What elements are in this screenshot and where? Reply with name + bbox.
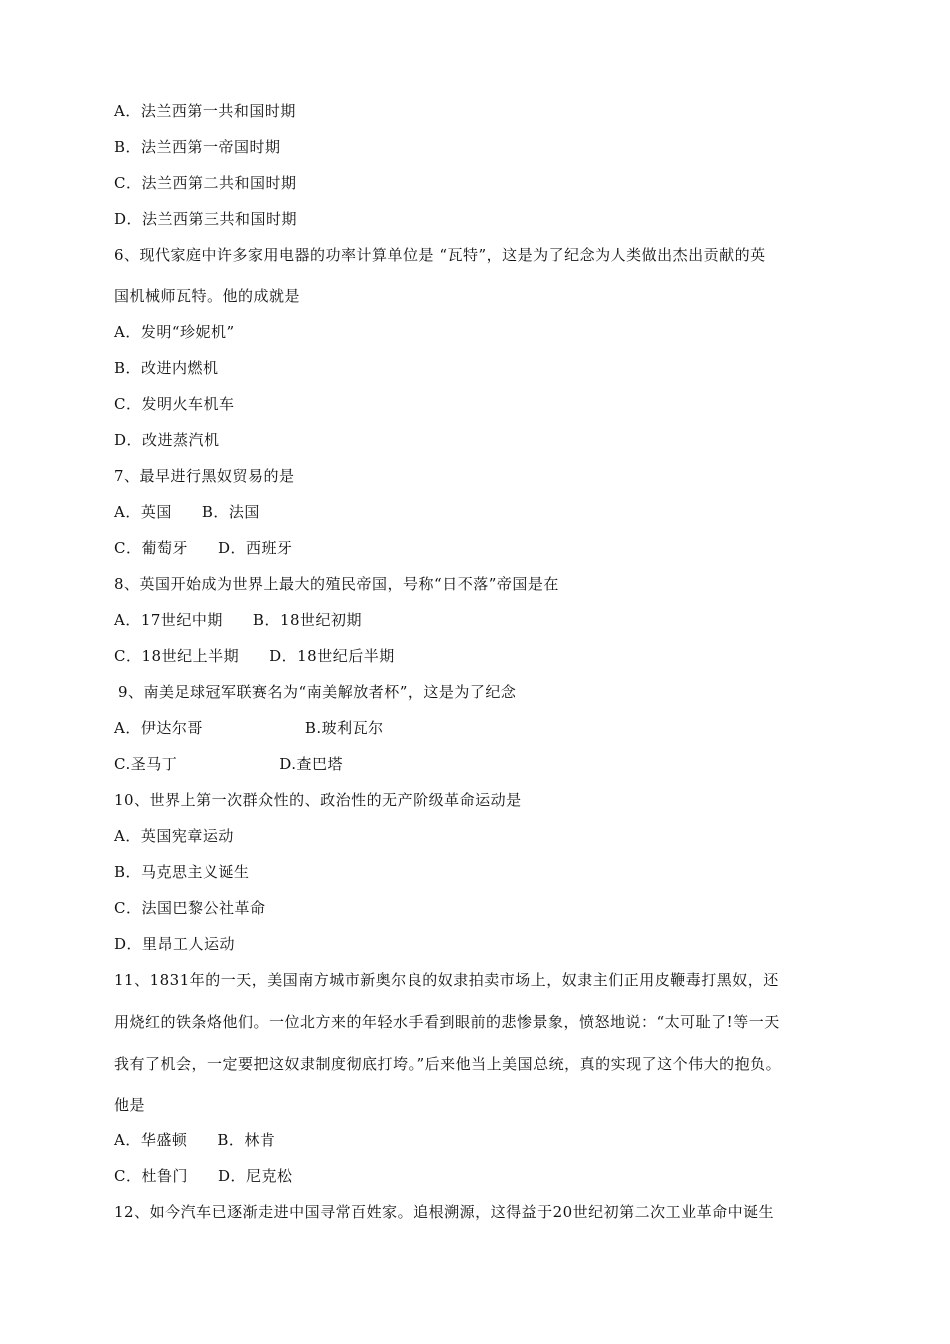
- q10-option-a: A．英国宪章运动: [114, 827, 234, 845]
- q11-option-d: D．尼克松: [217, 1167, 293, 1185]
- q6-option-c: C．发明火车机车: [114, 395, 235, 413]
- q7-option-c: C．葡萄牙: [114, 539, 188, 557]
- q9-options-cd: [114, 754, 343, 774]
- q8-question: 8、英国开始成为世界上最大的殖民帝国，号称“日不落”帝国是在: [114, 575, 559, 593]
- q10-option-b: B．马克思主义诞生: [114, 863, 250, 881]
- q11-options-ab: [114, 1130, 275, 1150]
- q10-option-d: D．里昂工人运动: [114, 935, 236, 953]
- q7-question: 7、最早进行黑奴贸易的是: [114, 467, 295, 485]
- q11-option-b: B．林肯: [217, 1131, 276, 1149]
- q8-option-b: B．18世纪初期: [252, 611, 363, 629]
- q7-option-b: B．法国: [201, 503, 260, 521]
- q7-options-cd: [114, 538, 293, 558]
- q6-question-line1: 6、现代家庭中许多家用电器的功率计算单位是 “瓦特”，这是为了纪念为人类做出杰出贡献的英: [114, 246, 766, 264]
- q9-option-b: B.玻利瓦尔: [304, 719, 384, 737]
- q11-options-cd: [114, 1166, 293, 1186]
- q11-question-line4: 他是: [114, 1096, 146, 1114]
- q7-options-ab: [114, 502, 260, 522]
- q11-question-line1: 11、1831年的一天，美国南方城市新奥尔良的奴隶拍卖市场上，奴隶主们正用皮鞭毒打黑奴，还: [114, 971, 779, 989]
- q5-option-b: B．法兰西第一帝国时期: [114, 138, 281, 156]
- q11-option-c: C．杜鲁门: [114, 1167, 188, 1185]
- q6-option-b: B．改进内燃机: [114, 359, 219, 377]
- q5-option-c: C．法兰西第二共和国时期: [114, 174, 297, 192]
- q12-question-line1: 12、如今汽车已逐渐走进中国寻常百姓家。追根溯源，这得益于20世纪初第二次工业革命中诞生: [114, 1203, 775, 1221]
- q8-option-d: D．18世纪后半期: [269, 647, 395, 665]
- q6-option-a: A．发明“珍妮机”: [114, 323, 235, 341]
- q11-question-line2: 用烧红的铁条烙他们。一位北方来的年轻水手看到眼前的悲惨景象，愤怒地说：“太可耻了!等一天: [114, 1013, 780, 1031]
- q10-option-c: C．法国巴黎公社革命: [114, 899, 266, 917]
- q11-question-line3: 我有了机会，一定要把这奴隶制度彻底打垮。”后来他当上美国总统，真的实现了这个伟大的抱负。: [114, 1055, 782, 1073]
- q8-options-ab: [114, 610, 362, 630]
- q9-option-a: A．伊达尔哥: [114, 719, 203, 737]
- q6-option-d: D．改进蒸汽机: [114, 431, 220, 449]
- q9-options-ab: [114, 718, 384, 738]
- q7-option-d: D．西班牙: [217, 539, 293, 557]
- q9-option-c: C.圣马丁: [114, 755, 178, 773]
- q8-option-a: A．17世纪中期: [114, 611, 223, 629]
- q5-option-a: A．法兰西第一共和国时期: [114, 102, 296, 120]
- q6-question-line2: 国机械师瓦特。他的成就是: [114, 287, 301, 305]
- q8-options-cd: [114, 646, 395, 666]
- q10-question: 10、世界上第一次群众性的、政治性的无产阶级革命运动是: [114, 791, 522, 809]
- q11-option-a: A．华盛顿: [114, 1131, 188, 1149]
- q7-option-a: A．英国: [114, 503, 172, 521]
- q9-option-d: D.查巴塔: [279, 755, 343, 773]
- q9-question: 9、南美足球冠军联赛名为“南美解放者杯”，这是为了纪念: [118, 683, 517, 701]
- q8-option-c: C．18世纪上半期: [114, 647, 240, 665]
- q5-option-d: D．法兰西第三共和国时期: [114, 210, 298, 228]
